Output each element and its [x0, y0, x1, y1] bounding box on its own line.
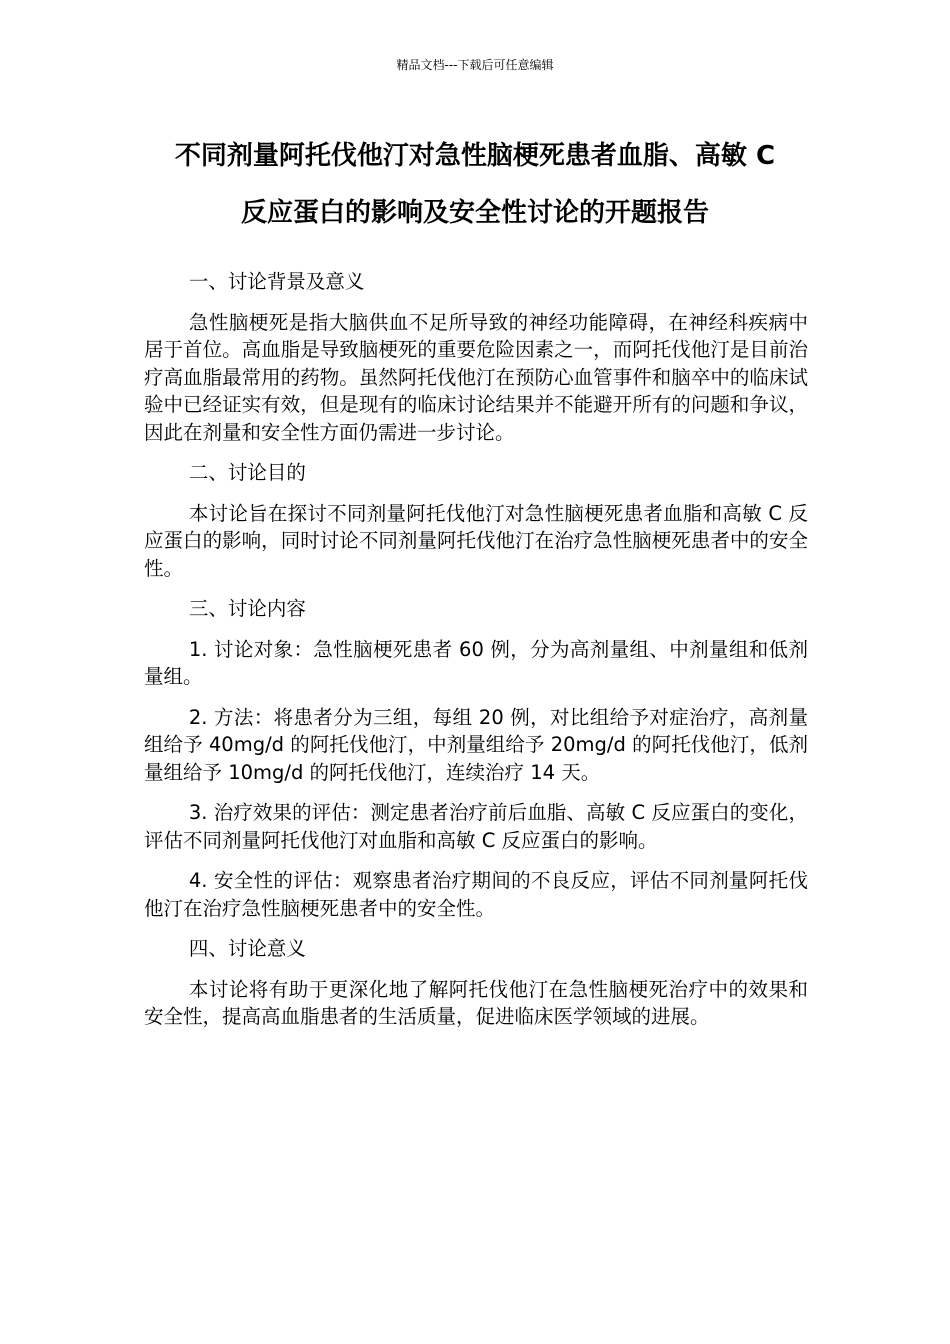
paragraph-purpose: 本讨论旨在探讨不同剂量阿托伐他汀对急性脑梗死患者血脂和高敏 C 反应蛋白的影响，同时讨论不同剂量阿托伐他汀在治疗急性脑梗死患者中的安全性。 [144, 501, 808, 580]
document-title-line-1: 不同剂量阿托伐他汀对急性脑梗死患者血脂、高敏 C [174, 141, 776, 171]
paragraph-background: 急性脑梗死是指大脑供血不足所导致的神经功能障碍，在神经科疾病中居于首位。高血脂是导致脑梗死的重要危险因素之一，而阿托伐他汀是目前治疗高血脂最常用的药物。虽然阿托伐他汀在预防心血管事件和脑卒中的临床试验中已经证实有效，但是现有的临床讨论结果并不能避开所有的问题和争议，因此在剂量和安全性方面仍需进一步讨论。 [144, 310, 808, 444]
section-heading-significance: 四、讨论意义 [188, 937, 306, 960]
document-body [144, 268, 808, 1044]
paragraph-content-efficacy: 3. 治疗效果的评估：测定患者治疗前后血脂、高敏 C 反应蛋白的变化，评估不同剂量阿托伐他汀对血脂和高敏 C 反应蛋白的影响。 [144, 801, 808, 852]
section-heading-purpose: 二、讨论目的 [188, 461, 306, 484]
page-header-note: 精品文档---下载后可任意编辑 [396, 58, 554, 72]
paragraph-content-methods: 2. 方法：将患者分为三组，每组 20 例，对比组给予对症治疗，高剂量组给予 40mg/d 的阿托伐他汀，中剂量组给予 20mg/d 的阿托伐他汀，低剂量组给予 10mg/d 的阿托伐他汀，连续治疗 14 天。 [144, 705, 808, 784]
section-heading-background: 一、讨论背景及意义 [188, 270, 365, 293]
document-title [130, 128, 820, 242]
document-title-line-2: 反应蛋白的影响及安全性讨论的开题报告 [240, 198, 709, 228]
paragraph-content-subjects: 1. 讨论对象：急性脑梗死患者 60 例，分为高剂量组、中剂量组和低剂量组。 [144, 637, 808, 688]
paragraph-significance: 本讨论将有助于更深化地了解阿托伐他汀在急性脑梗死治疗中的效果和安全性，提高高血脂患者的生活质量，促进临床医学领域的进展。 [144, 977, 808, 1028]
paragraph-content-safety: 4. 安全性的评估：观察患者治疗期间的不良反应，评估不同剂量阿托伐他汀在治疗急性脑梗死患者中的安全性。 [144, 869, 808, 920]
section-heading-content: 三、讨论内容 [188, 597, 306, 620]
